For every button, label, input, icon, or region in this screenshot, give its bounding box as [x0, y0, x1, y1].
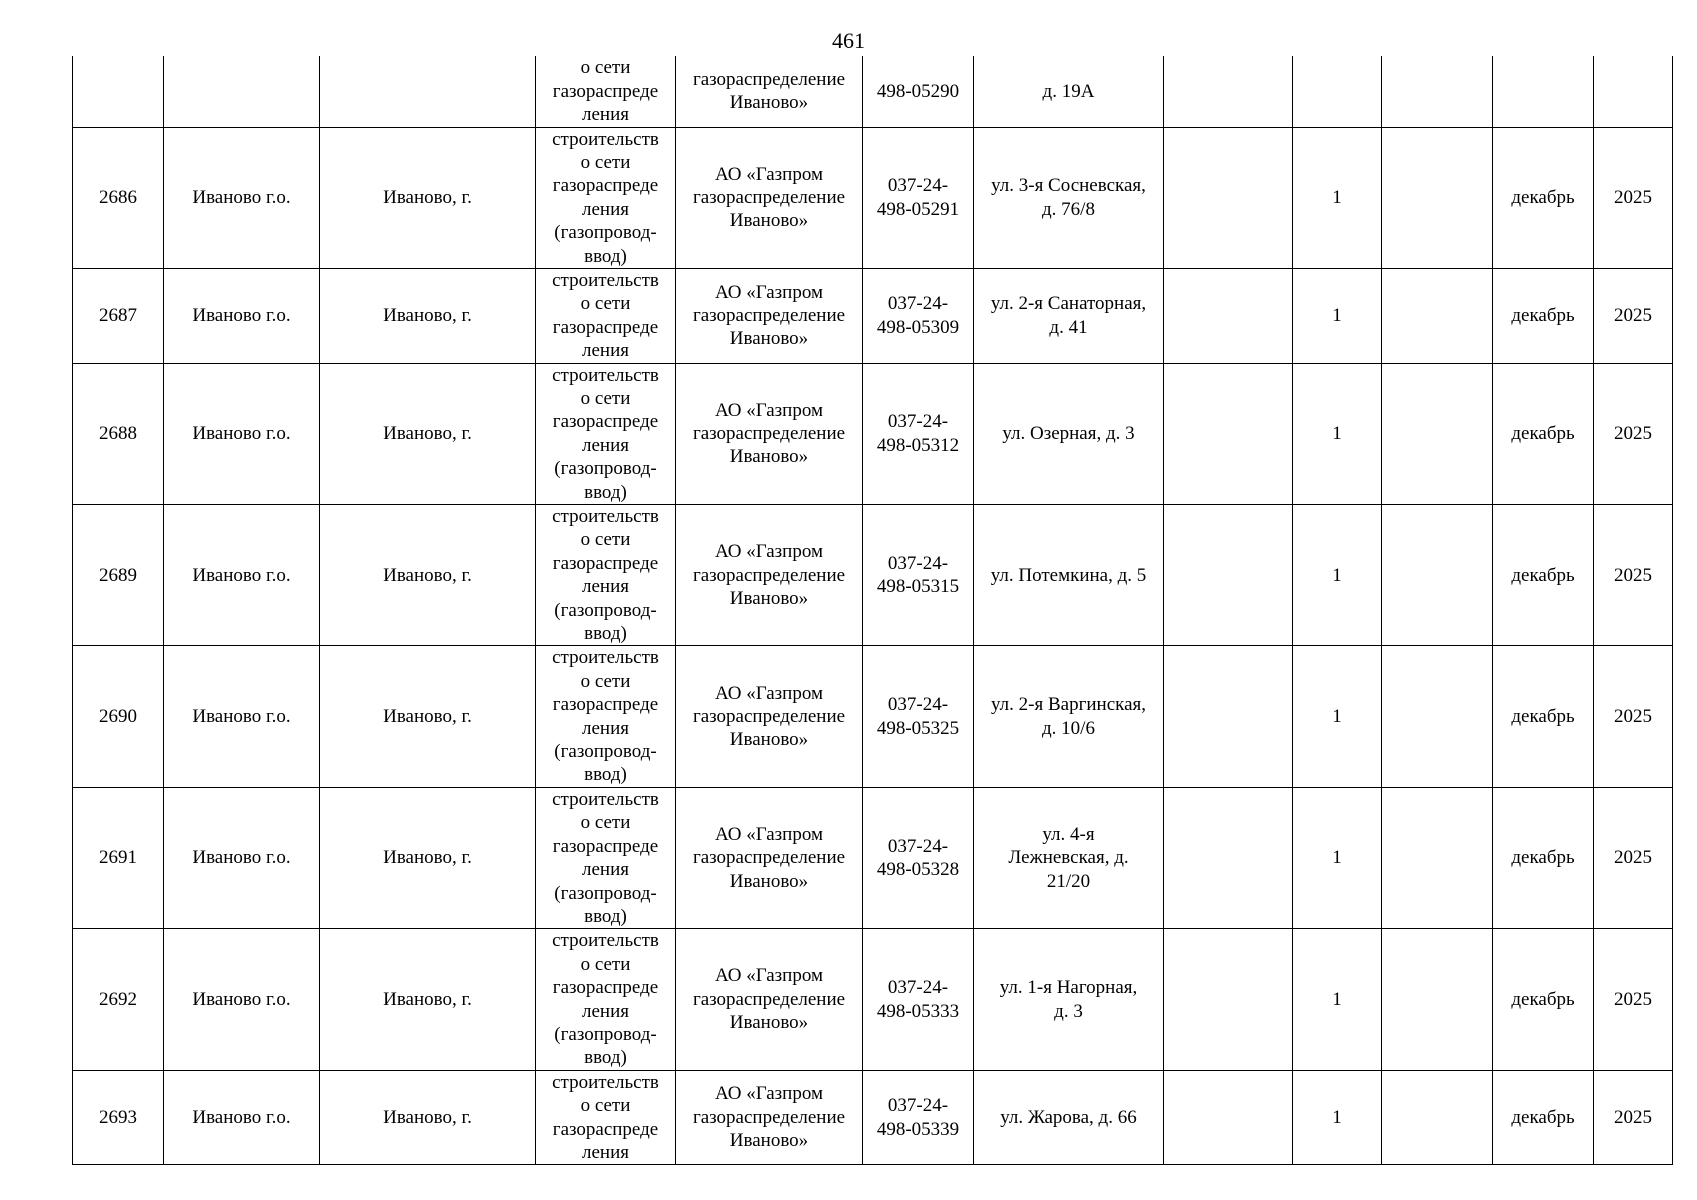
- cell-year: 2025: [1594, 929, 1673, 1070]
- cell-empty: [1382, 127, 1493, 268]
- cell-num: 2691: [73, 787, 164, 928]
- registry-table: [72, 56, 1673, 1165]
- cell-district: Иваново г.о.: [164, 1070, 320, 1165]
- table-row: [73, 127, 1673, 268]
- cell-work-type: строительств о сети газораспреде ления: [536, 268, 676, 363]
- cell-application-no: 037-24- 498-05333: [863, 929, 974, 1070]
- table-row: [73, 929, 1673, 1070]
- cell-locality: [320, 56, 536, 127]
- cell-month: декабрь: [1493, 1070, 1594, 1165]
- cell-district: Иваново г.о.: [164, 787, 320, 928]
- cell-organization: АО «Газпром газораспределение Иваново»: [676, 363, 863, 504]
- cell-month: [1493, 56, 1594, 127]
- cell-address: ул. 2-я Варгинская, д. 10/6: [974, 646, 1164, 787]
- cell-num: 2690: [73, 646, 164, 787]
- cell-organization: АО «Газпром газораспределение Иваново»: [676, 127, 863, 268]
- cell-district: Иваново г.о.: [164, 268, 320, 363]
- cell-empty: [1164, 56, 1293, 127]
- cell-empty: [1164, 646, 1293, 787]
- cell-work-type: строительств о сети газораспреде ления (газопровод- ввод): [536, 787, 676, 928]
- cell-num: 2689: [73, 505, 164, 646]
- cell-empty: [1382, 363, 1493, 504]
- cell-year: 2025: [1594, 646, 1673, 787]
- table-row: [73, 268, 1673, 363]
- cell-empty: [1164, 363, 1293, 504]
- cell-work-type: строительств о сети газораспреде ления (газопровод- ввод): [536, 127, 676, 268]
- cell-empty: [1382, 505, 1493, 646]
- cell-year: [1594, 56, 1673, 127]
- cell-work-type: строительств о сети газораспреде ления (газопровод- ввод): [536, 646, 676, 787]
- cell-month: декабрь: [1493, 787, 1594, 928]
- cell-address: ул. 3-я Сосневская, д. 76/8: [974, 127, 1164, 268]
- cell-organization: АО «Газпром газораспределение Иваново»: [676, 1070, 863, 1165]
- cell-district: [164, 56, 320, 127]
- cell-num: 2693: [73, 1070, 164, 1165]
- cell-organization: АО «Газпром газораспределение Иваново»: [676, 505, 863, 646]
- cell-application-no: 037-24- 498-05315: [863, 505, 974, 646]
- cell-work-type: о сети газораспреде ления: [536, 56, 676, 127]
- cell-organization: АО «Газпром газораспределение Иваново»: [676, 268, 863, 363]
- cell-num: 2687: [73, 268, 164, 363]
- cell-work-type: строительств о сети газораспреде ления (газопровод- ввод): [536, 505, 676, 646]
- cell-empty: [1382, 787, 1493, 928]
- table-row: [73, 787, 1673, 928]
- cell-address: ул. Жарова, д. 66: [974, 1070, 1164, 1165]
- cell-address: ул. Потемкина, д. 5: [974, 505, 1164, 646]
- cell-application-no: 037-24- 498-05291: [863, 127, 974, 268]
- cell-month: декабрь: [1493, 929, 1594, 1070]
- cell-district: Иваново г.о.: [164, 505, 320, 646]
- cell-empty: [1164, 1070, 1293, 1165]
- cell-organization: АО «Газпром газораспределение Иваново»: [676, 929, 863, 1070]
- cell-empty: [1382, 929, 1493, 1070]
- cell-empty: [1164, 787, 1293, 928]
- cell-application-no: 037-24- 498-05339: [863, 1070, 974, 1165]
- cell-empty: [1164, 505, 1293, 646]
- cell-district: Иваново г.о.: [164, 363, 320, 504]
- cell-address: ул. 1-я Нагорная, д. 3: [974, 929, 1164, 1070]
- cell-quantity: 1: [1293, 268, 1382, 363]
- table-row-continued: [73, 56, 1673, 127]
- cell-quantity: 1: [1293, 505, 1382, 646]
- cell-work-type: строительств о сети газораспреде ления (газопровод- ввод): [536, 363, 676, 504]
- cell-year: 2025: [1594, 505, 1673, 646]
- cell-year: 2025: [1594, 1070, 1673, 1165]
- cell-address: ул. 4-я Лежневская, д. 21/20: [974, 787, 1164, 928]
- cell-empty: [1164, 268, 1293, 363]
- cell-organization: АО «Газпром газораспределение Иваново»: [676, 787, 863, 928]
- cell-locality: Иваново, г.: [320, 363, 536, 504]
- table-row: [73, 1070, 1673, 1165]
- cell-organization: газораспределение Иваново»: [676, 56, 863, 127]
- cell-empty: [1382, 646, 1493, 787]
- cell-num: 2686: [73, 127, 164, 268]
- cell-year: 2025: [1594, 787, 1673, 928]
- cell-application-no: 037-24- 498-05312: [863, 363, 974, 504]
- cell-year: 2025: [1594, 363, 1673, 504]
- cell-num: 2688: [73, 363, 164, 504]
- cell-quantity: 1: [1293, 929, 1382, 1070]
- cell-quantity: 1: [1293, 787, 1382, 928]
- page-number: 461: [832, 28, 865, 53]
- cell-quantity: 1: [1293, 363, 1382, 504]
- cell-locality: Иваново, г.: [320, 127, 536, 268]
- cell-district: Иваново г.о.: [164, 646, 320, 787]
- cell-quantity: [1293, 56, 1382, 127]
- cell-quantity: 1: [1293, 127, 1382, 268]
- table-row: [73, 505, 1673, 646]
- cell-num: 2692: [73, 929, 164, 1070]
- cell-month: декабрь: [1493, 268, 1594, 363]
- cell-locality: Иваново, г.: [320, 268, 536, 363]
- cell-empty: [1164, 929, 1293, 1070]
- cell-quantity: 1: [1293, 646, 1382, 787]
- cell-locality: Иваново, г.: [320, 1070, 536, 1165]
- cell-address: д. 19А: [974, 56, 1164, 127]
- cell-address: ул. 2-я Санаторная, д. 41: [974, 268, 1164, 363]
- cell-month: декабрь: [1493, 363, 1594, 504]
- cell-month: декабрь: [1493, 646, 1594, 787]
- cell-address: ул. Озерная, д. 3: [974, 363, 1164, 504]
- cell-district: Иваново г.о.: [164, 929, 320, 1070]
- table-body: [73, 56, 1673, 1165]
- cell-locality: Иваново, г.: [320, 505, 536, 646]
- cell-work-type: строительств о сети газораспреде ления (газопровод- ввод): [536, 929, 676, 1070]
- cell-application-no: 037-24- 498-05309: [863, 268, 974, 363]
- table-row: [73, 363, 1673, 504]
- cell-month: декабрь: [1493, 505, 1594, 646]
- cell-locality: Иваново, г.: [320, 787, 536, 928]
- cell-quantity: 1: [1293, 1070, 1382, 1165]
- cell-empty: [1382, 56, 1493, 127]
- cell-empty: [1164, 127, 1293, 268]
- cell-month: декабрь: [1493, 127, 1594, 268]
- cell-empty: [1382, 268, 1493, 363]
- cell-application-no: 037-24- 498-05325: [863, 646, 974, 787]
- cell-empty: [1382, 1070, 1493, 1165]
- cell-application-no: 498-05290: [863, 56, 974, 127]
- cell-year: 2025: [1594, 127, 1673, 268]
- cell-organization: АО «Газпром газораспределение Иваново»: [676, 646, 863, 787]
- cell-locality: Иваново, г.: [320, 929, 536, 1070]
- table-row: [73, 646, 1673, 787]
- cell-district: Иваново г.о.: [164, 127, 320, 268]
- cell-year: 2025: [1594, 268, 1673, 363]
- cell-work-type: строительств о сети газораспреде ления: [536, 1070, 676, 1165]
- cell-num: [73, 56, 164, 127]
- cell-application-no: 037-24- 498-05328: [863, 787, 974, 928]
- cell-locality: Иваново, г.: [320, 646, 536, 787]
